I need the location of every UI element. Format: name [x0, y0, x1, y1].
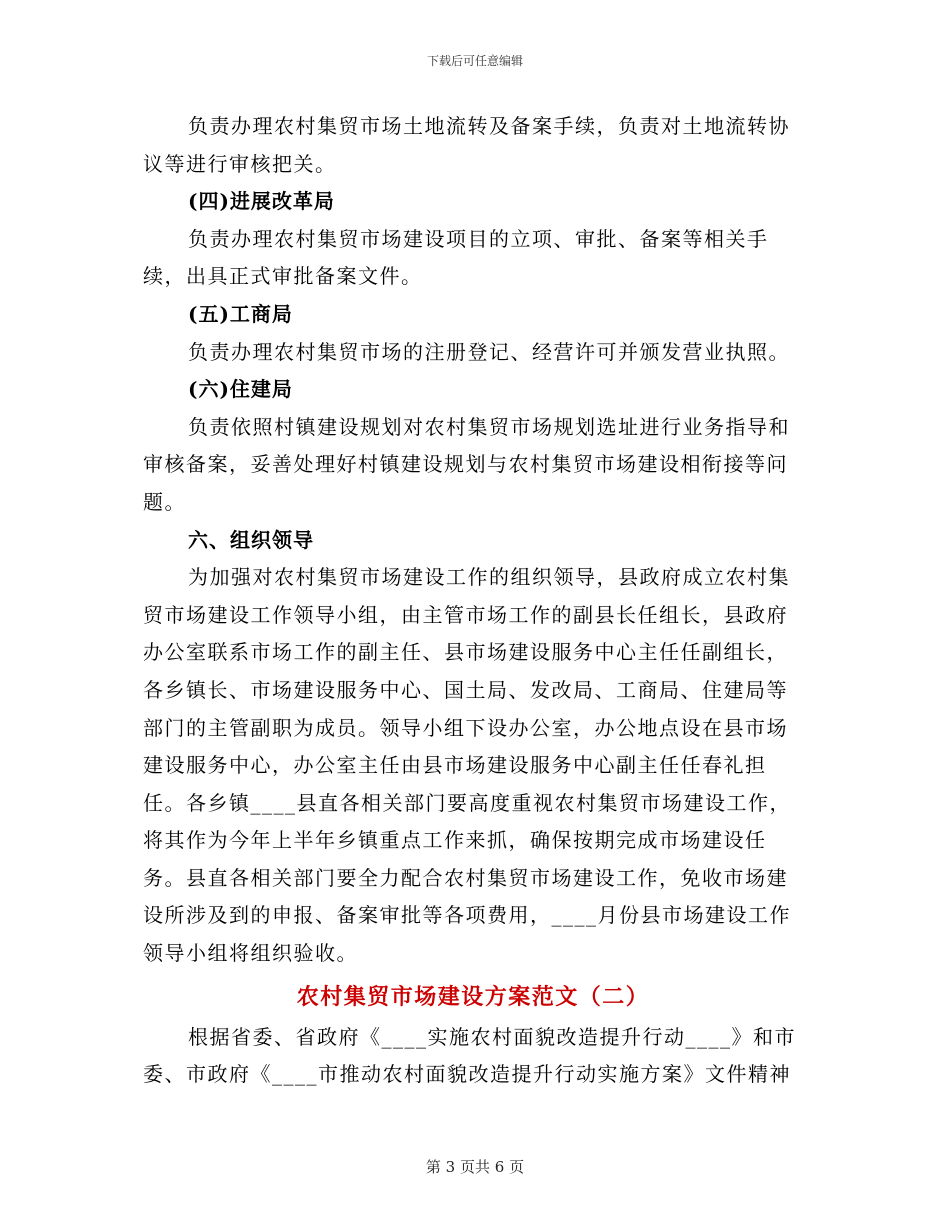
page-header: 下载后可任意编辑 [426, 54, 523, 68]
page-footer: 第 3 页共 6 页 [425, 1158, 525, 1176]
paragraph-commerce-bureau: 负责办理农村集贸市场的注册登记、经营许可并颁发营业执照。 [188, 339, 790, 364]
document-body [143, 108, 803, 1094]
heading-development-reform: (四)进展改革局 [188, 189, 335, 214]
paragraph-section-intro: 根据省委、省政府《____实施农村面貌改造提升行动____》和市委、市政府《____市推动农村面貌改造提升行动实施方案》文件精神 [143, 1024, 796, 1087]
paragraph-organization-leadership: 为加强对农村集贸市场建设工作的组织领导，县政府成立农村集贸市场建设工作领导小组，由主管市场工作的副县长任组长，县政府办公室联系市场工作的副主任、县市场建设服务中心主任任副组长，各乡镇长、市场建设服务中心、国土局、发改局、工商局、住建局等部门的主管副职为成员。领导小组下设办公室，办公地点设在县市场建设服务中心，办公室主任由县市场建设服务中心副主任任春礼担任。各乡镇____县直各相关部门要高度重视农村集贸市场建设工作，将其作为今年上半年乡镇重点工作来抓，确保按期完成市场建设任务。县直各相关部门要全力配合农村集贸市场建设工作，免收市场建设所涉及到的申报、备案审批等各项费用，____月份县市场建设工作领导小组将组织验收。 [143, 565, 791, 966]
heading-housing-bureau: (六)住建局 [188, 377, 293, 402]
heading-organization-leadership: 六、组织领导 [188, 527, 314, 552]
paragraph-housing-bureau: 负责依照村镇建设规划对农村集贸市场规划选址进行业务指导和审核备案，妥善处理好村镇建设规划与农村集贸市场建设相衔接等问题。 [143, 414, 790, 514]
section-title: 农村集贸市场建设方案范文（二） [296, 983, 650, 1010]
paragraph-land-bureau: 负责办理农村集贸市场土地流转及备案手续，负责对土地流转协议等进行审核把关。 [143, 114, 790, 176]
paragraph-development-reform: 负责办理农村集贸市场建设项目的立项、审批、备案等相关手续，出具正式审批备案文件。 [143, 226, 769, 289]
heading-commerce-bureau: (五)工商局 [188, 301, 293, 326]
